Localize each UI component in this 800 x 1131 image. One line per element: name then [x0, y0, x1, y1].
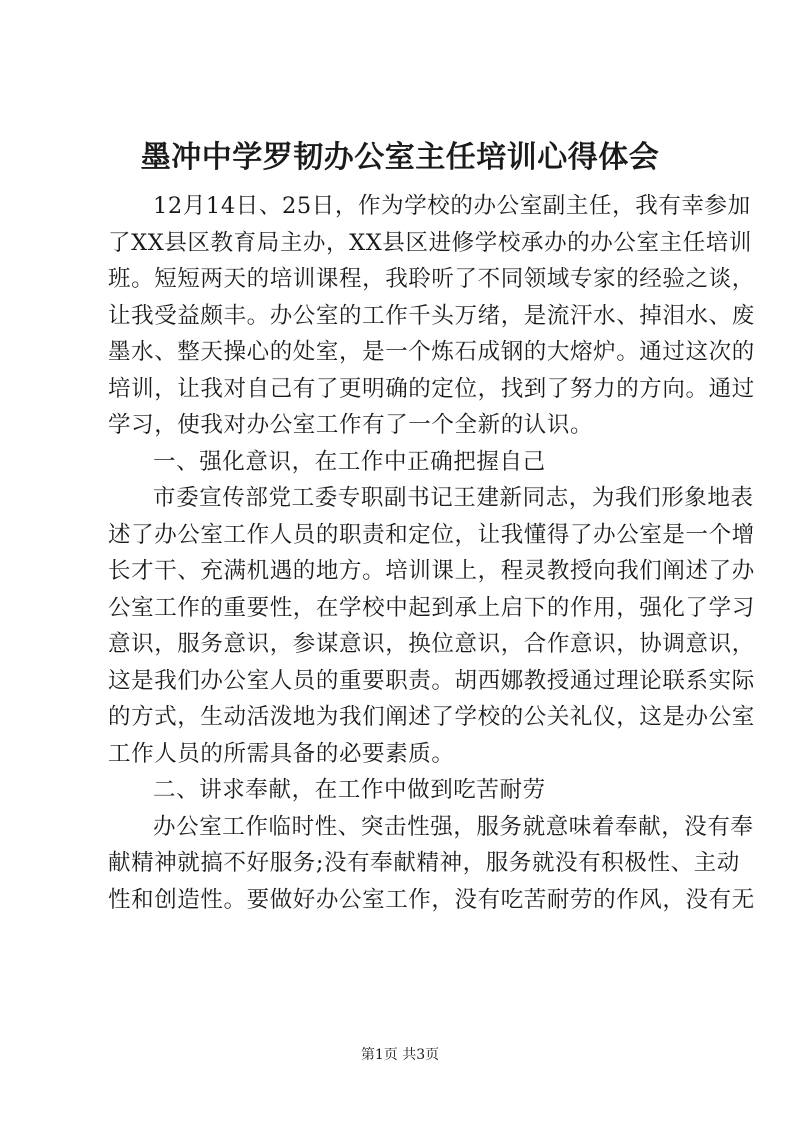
paragraph-line: 性和创造性。要做好办公室工作，没有吃苦耐劳的作风，没有无	[108, 886, 755, 913]
paragraph-line: 述了办公室工作人员的职责和定位，让我懂得了办公室是一个增	[108, 521, 755, 548]
section-heading: 一、强化意识，在工作中正确把握自己	[153, 448, 546, 475]
paragraph-line: 这是我们办公室人员的重要职责。胡西娜教授通过理论联系实际	[108, 667, 755, 694]
paragraph-line: 工作人员的所需具备的必要素质。	[108, 740, 455, 767]
document-title: 墨冲中学罗韧办公室主任培训心得体会	[140, 140, 660, 175]
paragraph-line: 办公室工作临时性、突击性强，服务就意味着奉献，没有奉	[153, 813, 754, 840]
paragraph-line: 12月14日、25日，作为学校的办公室副主任，我有幸参加	[153, 193, 751, 219]
section-heading: 二、讲求奉献，在工作中做到吃苦耐劳	[153, 777, 546, 803]
paragraph-line: 意识，服务意识，参谋意识，换位意识，合作意识，协调意识，	[108, 631, 755, 657]
paragraph-line: 学习，使我对办公室工作有了一个全新的认识。	[108, 412, 594, 438]
paragraph-line: 公室工作的重要性，在学校中起到承上启下的作用，强化了学习	[108, 594, 755, 621]
document-body	[108, 188, 755, 918]
page-number-footer: 第1页 共3页	[360, 1047, 440, 1063]
paragraph-line: 长才干、充满机遇的地方。培训课上，程灵教授向我们阐述了办	[108, 558, 755, 584]
paragraph-line: 了XX县区教育局主办，XX县区进修学校承办的办公室主任培训	[108, 229, 752, 256]
paragraph-line: 献精神就搞不好服务;没有奉献精神，服务就没有积极性、主动	[108, 850, 740, 876]
paragraph-line: 墨水、整天操心的处室，是一个炼石成钢的大熔炉。通过这次的	[108, 339, 755, 365]
paragraph-line: 让我受益颇丰。办公室的工作千头万绪，是流汗水、掉泪水、废	[108, 302, 755, 329]
paragraph-line: 的方式，生动活泼地为我们阐述了学校的公关礼仪，这是办公室	[108, 704, 755, 730]
paragraph-line: 班。短短两天的培训课程，我聆听了不同领域专家的经验之谈，	[108, 266, 755, 292]
paragraph-line: 市委宣传部党工委专职副书记王建新同志，为我们形象地表	[153, 485, 754, 511]
paragraph-line: 培训，让我对自己有了更明确的定位，找到了努力的方向。通过	[108, 375, 755, 402]
